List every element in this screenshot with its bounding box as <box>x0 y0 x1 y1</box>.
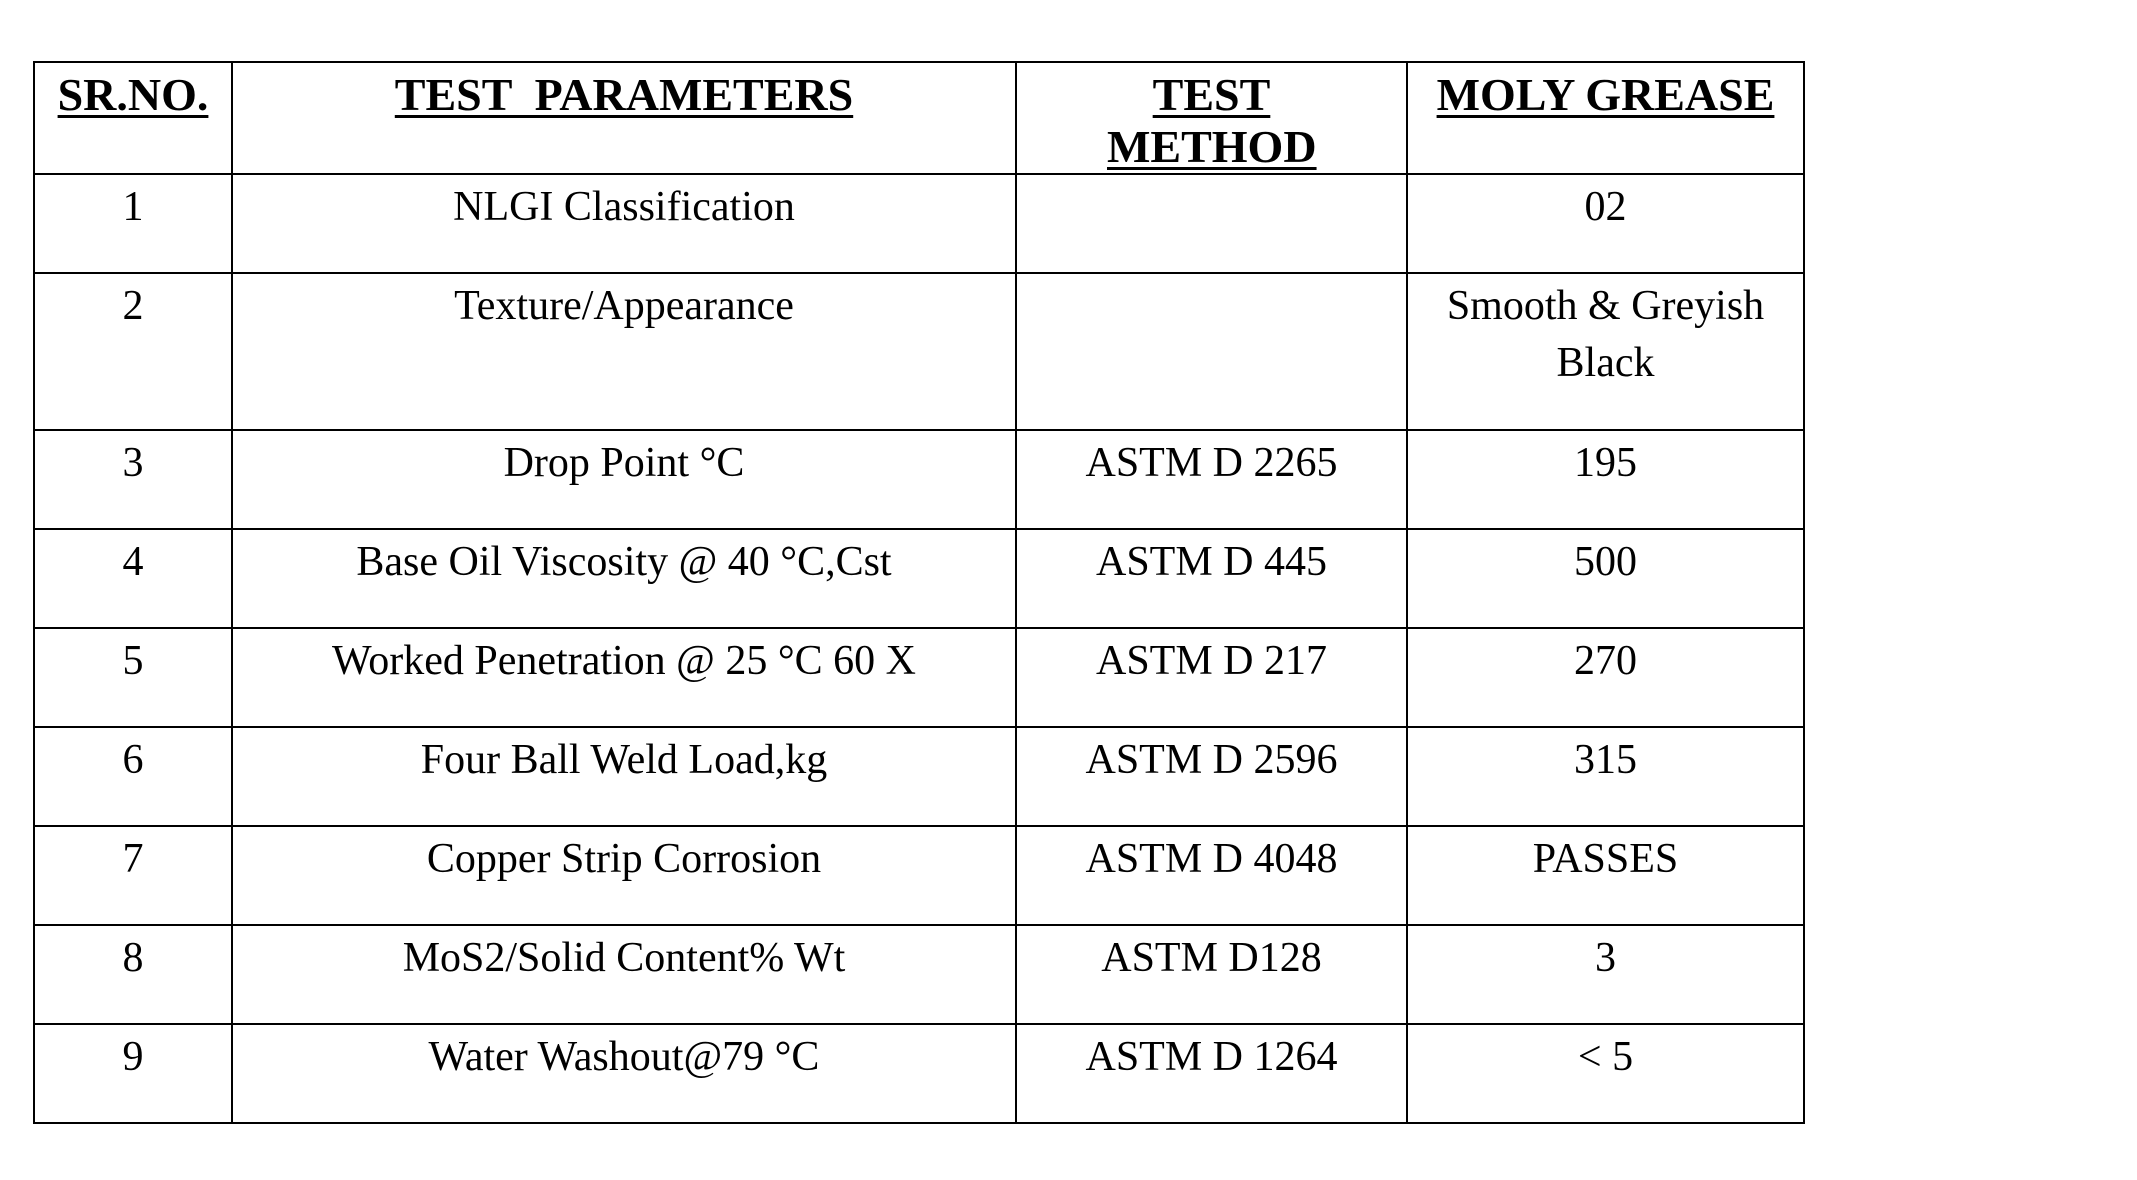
parameter-cell: Drop Point °C <box>232 430 1016 529</box>
sr-no-cell: 7 <box>34 826 232 925</box>
value-cell: Smooth & Greyish Black <box>1407 273 1804 430</box>
spec-table <box>33 61 1805 1124</box>
method-cell: ASTM D 1264 <box>1016 1024 1407 1123</box>
parameter-cell: Worked Penetration @ 25 °C 60 X <box>232 628 1016 727</box>
table-row <box>34 1024 1804 1123</box>
value-cell: PASSES <box>1407 826 1804 925</box>
method-cell: ASTM D 2265 <box>1016 430 1407 529</box>
method-cell: ASTM D128 <box>1016 925 1407 1024</box>
method-cell <box>1016 174 1407 273</box>
header-sr-no: SR.NO. <box>34 62 232 174</box>
sr-no-cell: 5 <box>34 628 232 727</box>
value-cell: 195 <box>1407 430 1804 529</box>
value-cell: 500 <box>1407 529 1804 628</box>
value-cell: 315 <box>1407 727 1804 826</box>
parameter-cell: NLGI Classification <box>232 174 1016 273</box>
method-cell: ASTM D 445 <box>1016 529 1407 628</box>
parameter-cell: MoS2/Solid Content% Wt <box>232 925 1016 1024</box>
sr-no-cell: 3 <box>34 430 232 529</box>
value-cell: < 5 <box>1407 1024 1804 1123</box>
table-row <box>34 727 1804 826</box>
value-cell: 3 <box>1407 925 1804 1024</box>
value-cell: 02 <box>1407 174 1804 273</box>
table-row <box>34 529 1804 628</box>
parameter-cell: Water Washout@79 °C <box>232 1024 1016 1123</box>
table-row <box>34 430 1804 529</box>
table-row <box>34 273 1804 430</box>
sr-no-cell: 6 <box>34 727 232 826</box>
table-row <box>34 628 1804 727</box>
sr-no-cell: 1 <box>34 174 232 273</box>
header-moly-grease: MOLY GREASE <box>1407 62 1804 174</box>
method-cell: ASTM D 2596 <box>1016 727 1407 826</box>
method-cell: ASTM D 217 <box>1016 628 1407 727</box>
parameter-cell: Texture/Appearance <box>232 273 1016 430</box>
method-cell: ASTM D 4048 <box>1016 826 1407 925</box>
header-test-method: TEST METHOD <box>1016 62 1407 174</box>
parameter-cell: Copper Strip Corrosion <box>232 826 1016 925</box>
sr-no-cell: 8 <box>34 925 232 1024</box>
value-cell: 270 <box>1407 628 1804 727</box>
parameter-cell: Base Oil Viscosity @ 40 °C,Cst <box>232 529 1016 628</box>
table-row <box>34 826 1804 925</box>
sr-no-cell: 2 <box>34 273 232 430</box>
header-row <box>34 62 1804 174</box>
sr-no-cell: 4 <box>34 529 232 628</box>
header-test-parameters: TEST PARAMETERS <box>232 62 1016 174</box>
table-row <box>34 174 1804 273</box>
sr-no-cell: 9 <box>34 1024 232 1123</box>
table-row <box>34 925 1804 1024</box>
method-cell <box>1016 273 1407 430</box>
parameter-cell: Four Ball Weld Load,kg <box>232 727 1016 826</box>
